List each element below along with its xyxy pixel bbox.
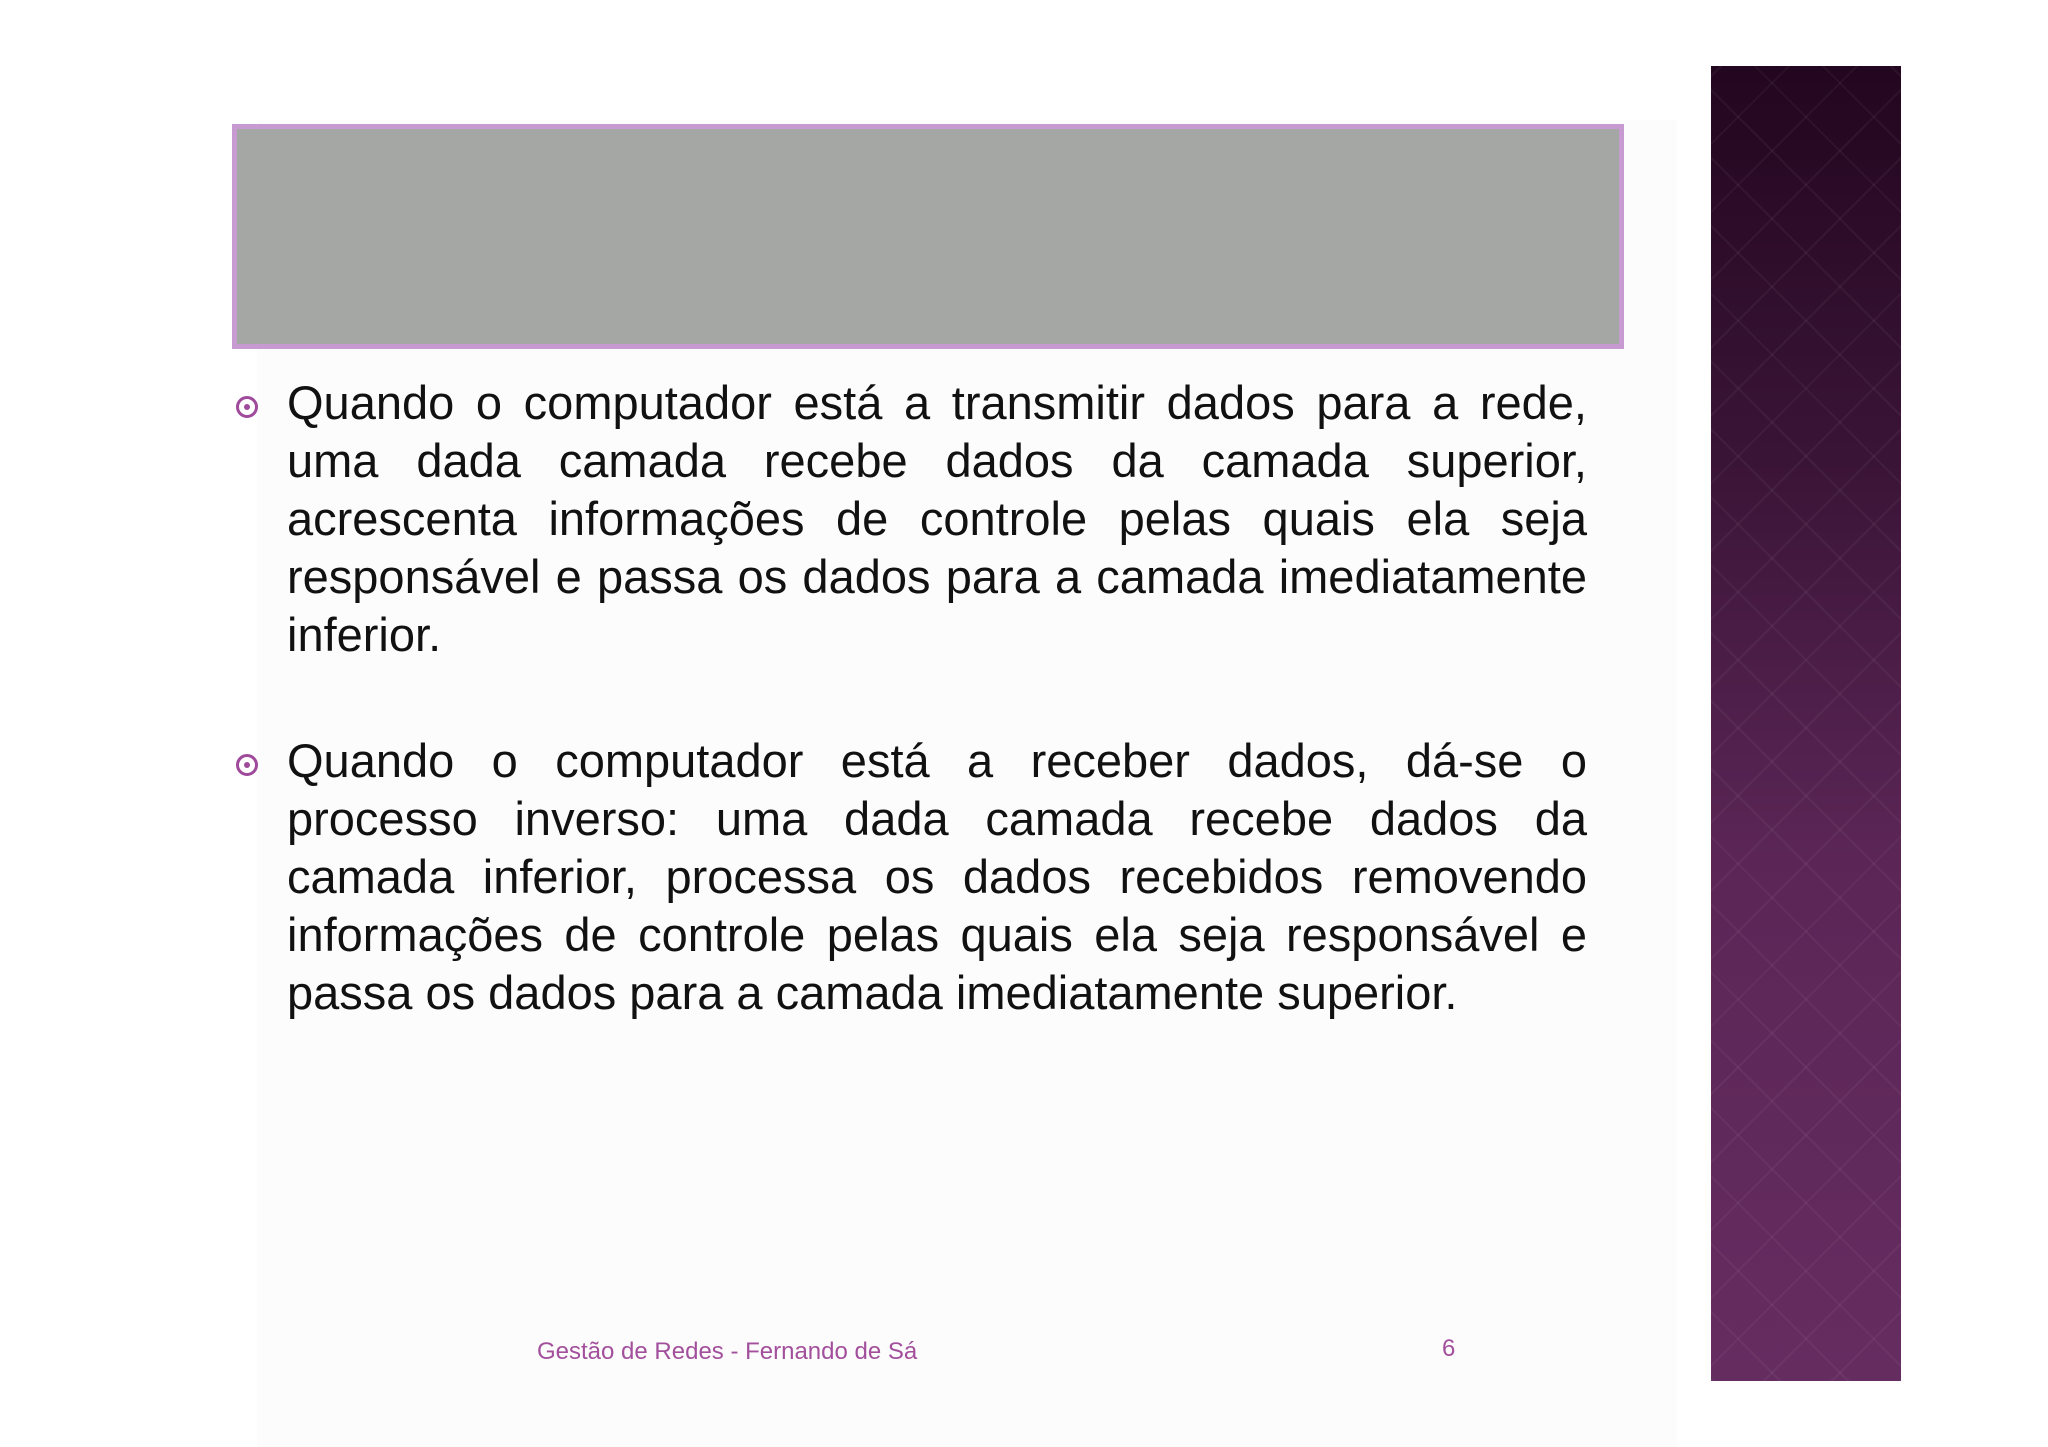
page-number: 6 [1442, 1335, 1456, 1362]
bullet-item [232, 374, 1587, 664]
bullet-list [232, 374, 1587, 1090]
decorative-side-panel [1711, 66, 1901, 1381]
bullet-text: Quando o computador está a transmitir dados para a rede, uma dada camada recebe dados da camada superior, acrescenta informações de controle pelas quais ela seja responsável e passa os dados para a camada imediatamente inferior. [287, 376, 1587, 661]
footer-author: Gestão de Redes - Fernando de Sá [537, 1338, 918, 1365]
bullet-item [232, 732, 1587, 1022]
circle-bullet-icon [236, 754, 258, 776]
circle-bullet-icon [236, 396, 258, 418]
title-placeholder-box [232, 124, 1624, 349]
bullet-text: Quando o computador está a receber dados, dá-se o processo inverso: uma dada camada recebe dados da camada inferior, processa os dados recebidos removendo informações de controle pelas quais ela seja responsável e passa os dados para a camada imediatamente superior. [287, 734, 1587, 1019]
